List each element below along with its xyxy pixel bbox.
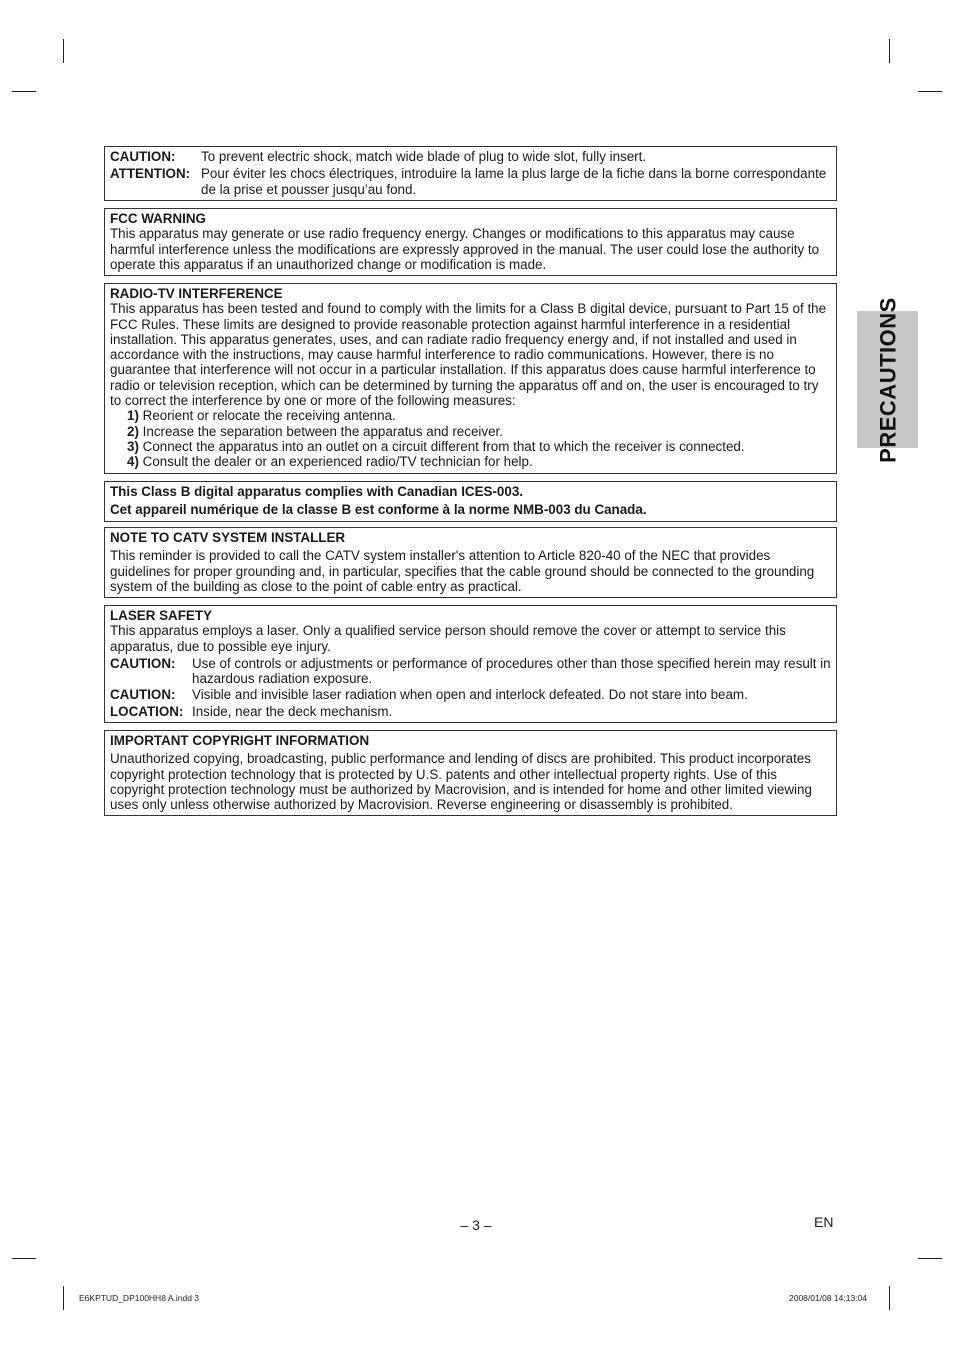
crop-mark xyxy=(918,91,942,92)
crop-mark xyxy=(889,1286,890,1310)
catv-title: NOTE TO CATV SYSTEM INSTALLER xyxy=(110,530,346,545)
caution-text: To prevent electric shock, match wide blade of plug to wide slot, fully insert. xyxy=(201,149,647,164)
laser-body: This apparatus employs a laser. Only a qualified service person should remove the cover or attempt to service this apparatus, due to possible eye injury. xyxy=(110,623,786,654)
footer-filename: E6KPTUD_DP100HH8 A.indd 3 xyxy=(79,1293,200,1303)
laser-caution-label: CAUTION: xyxy=(110,655,176,671)
radio-tv-title: RADIO-TV INTERFERENCE xyxy=(110,286,283,301)
caution-box xyxy=(104,146,837,201)
copyright-box xyxy=(104,730,837,816)
fcc-title: FCC WARNING xyxy=(110,211,206,226)
attention-row xyxy=(110,166,831,197)
crop-mark xyxy=(918,1258,942,1259)
fcc-body: This apparatus may generate or use radio frequency energy. Changes or modifications to this apparatus may cause harmful interference unless the modifications are expressly approved in the manual. The user could lose the authority to operate this apparatus if an unauthorized change or modification is made. xyxy=(110,226,820,272)
ices-line-en: This Class B digital apparatus complies with Canadian ICES-003. xyxy=(110,484,523,499)
language-code: EN xyxy=(814,1214,834,1230)
ices-line-fr: Cet appareil numérique de la classe B est conforme à la norme NMB-003 du Canada. xyxy=(110,502,647,518)
side-tab-label: PRECAUTIONS xyxy=(874,296,900,463)
precautions-side-tab xyxy=(857,296,918,463)
caution-row xyxy=(110,149,831,164)
attention-label: ATTENTION: xyxy=(110,166,191,182)
laser-caution-label: CAUTION: xyxy=(110,687,176,703)
laser-location-row xyxy=(110,704,831,719)
laser-caution-text: Use of controls or adjustments or performance of procedures other than those specified herein may result in hazardous radiation exposure. xyxy=(192,655,831,687)
laser-caution-text: Visible and invisible laser radiation when open and interlock defeated. Do not stare into beam. xyxy=(192,687,748,703)
measure-item: 2) Increase the separation between the apparatus and receiver. xyxy=(127,423,503,439)
fcc-warning-box xyxy=(104,208,837,276)
catv-body: This reminder is provided to call the CATV system installer's attention to Article 820-40 of the NEC that provides guidelines for proper grounding and, in particular, specifies that the cable ground should be connected to the grounding system of the building as close to the point of cable entry as practical. xyxy=(110,548,815,594)
laser-safety-box xyxy=(104,605,837,723)
caution-label: CAUTION: xyxy=(110,149,176,164)
crop-mark xyxy=(63,39,64,63)
laser-location-text: Inside, near the deck mechanism. xyxy=(192,703,393,719)
catv-box xyxy=(104,527,837,598)
crop-mark xyxy=(63,1286,64,1310)
laser-location-label: LOCATION: xyxy=(110,703,184,719)
copyright-body: Unauthorized copying, broadcasting, public performance and lending of discs are prohibited. This product incorporates copyright protection technology that is protected by U.S. patents and other intellectual property rights. Use of this copyright protection technology must be authorized by Macrovision, and is intended for home and other limited viewing uses only unless otherwise authorized by Macrovision. Reverse engineering or disassembly is prohibited. xyxy=(110,751,812,813)
crop-mark xyxy=(12,91,36,92)
ices-box xyxy=(104,481,837,522)
measure-item: 4) Consult the dealer or an experienced radio/TV technician for help. xyxy=(127,454,533,470)
laser-caution-row xyxy=(110,687,831,702)
laser-title: LASER SAFETY xyxy=(110,608,212,623)
attention-text: Pour éviter les chocs électriques, introduire la lame la plus large de la fiche dans la borne correspondante de la prise et pousser jusqu’au fond. xyxy=(201,166,827,197)
footer-datetime: 2008/01/08 14:13:04 xyxy=(789,1293,867,1303)
measure-item: 1) Reorient or relocate the receiving antenna. xyxy=(127,408,396,424)
crop-mark xyxy=(889,39,890,63)
page-number: – 3 – xyxy=(460,1217,492,1233)
copyright-title: IMPORTANT COPYRIGHT INFORMATION xyxy=(110,733,370,748)
laser-caution-row xyxy=(110,656,831,687)
measure-item: 3) Connect the apparatus into an outlet on a circuit different from that to which the receiver is connected. xyxy=(127,438,745,454)
radio-tv-body: This apparatus has been tested and found to comply with the limits for a Class B digital device, pursuant to Part 15 of the FCC Rules. These limits are designed to provide reasonable protection against harmful interference in a residential installation. This apparatus generates, uses, and can radiate radio frequency energy and, if not installed and used in accordance with the instructions, may cause harmful interference to radio communications. However, there is no guarantee that interference will not occur in a particular installation. If this apparatus does cause harmful interference to radio or television reception, which can be determined by turning the apparatus off and on, the user is encouraged to try to correct the interference by one or more of the following measures: xyxy=(110,301,827,409)
crop-mark xyxy=(12,1258,36,1259)
radio-tv-box xyxy=(104,283,837,474)
